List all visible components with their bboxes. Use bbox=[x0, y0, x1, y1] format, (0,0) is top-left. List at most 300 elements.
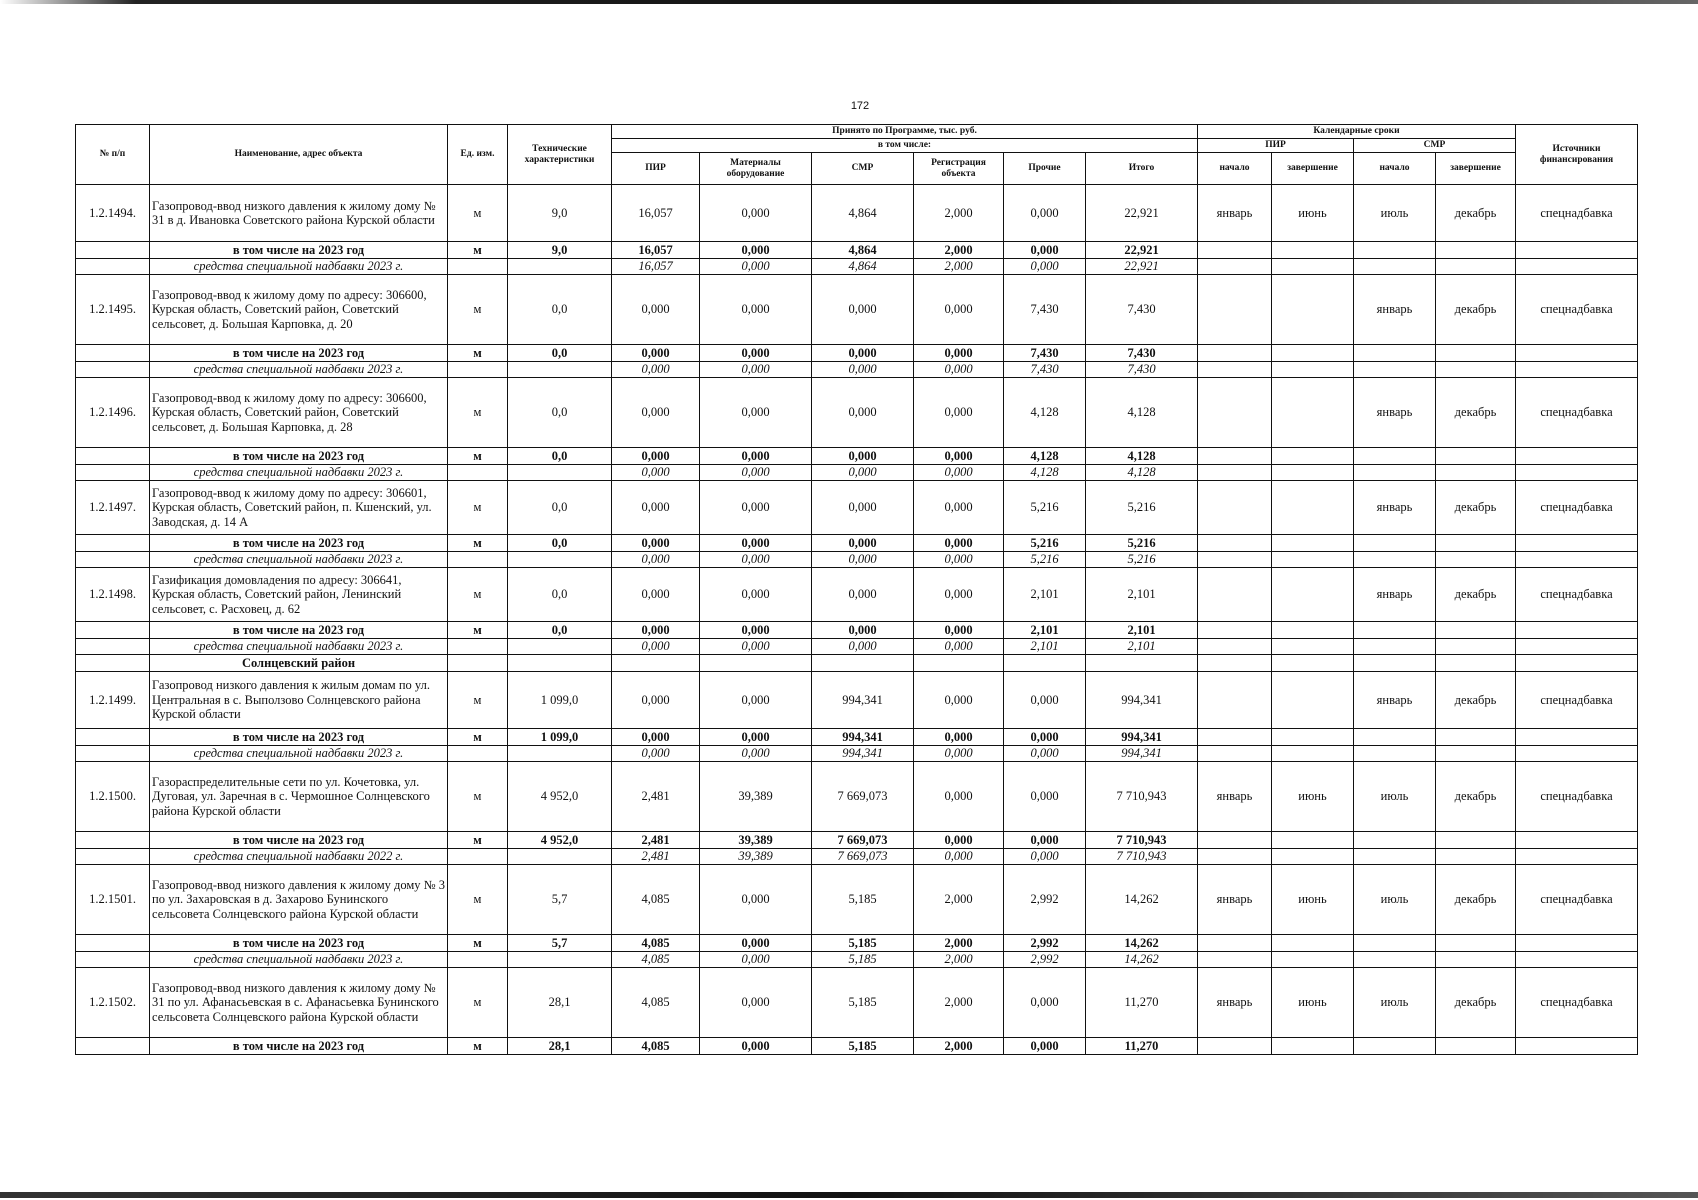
object-name: Газопровод-ввод к жилому дому по адресу: 306601, Курская область, Советский район, п. Кшенский, ул. Заводская, д. 14 А bbox=[150, 481, 448, 535]
pir-cell: 0,000 bbox=[612, 378, 700, 448]
other-cell: 0,000 bbox=[1004, 672, 1086, 729]
unit-cell: м bbox=[448, 448, 508, 465]
tech-cell bbox=[508, 362, 612, 378]
scan-edge-bottom bbox=[0, 1192, 1698, 1198]
total-cell: 7 710,943 bbox=[1086, 762, 1198, 832]
tech-cell: 4 952,0 bbox=[508, 832, 612, 849]
empty-cell bbox=[1516, 259, 1638, 275]
empty-cell bbox=[1354, 729, 1436, 746]
unit-cell bbox=[448, 362, 508, 378]
empty-cell bbox=[1516, 1038, 1638, 1055]
smr-cell: 0,000 bbox=[812, 639, 914, 655]
empty-cell bbox=[1198, 1038, 1272, 1055]
other-cell: 0,000 bbox=[1004, 1038, 1086, 1055]
registration-cell: 2,000 bbox=[914, 1038, 1004, 1055]
registration-cell: 2,000 bbox=[914, 259, 1004, 275]
materials-cell: 0,000 bbox=[700, 935, 812, 952]
total-cell: 14,262 bbox=[1086, 952, 1198, 968]
header-pir-end: завершение bbox=[1272, 153, 1354, 185]
pir-start-cell bbox=[1198, 275, 1272, 345]
smr-cell: 0,000 bbox=[812, 345, 914, 362]
materials-cell: 0,000 bbox=[700, 481, 812, 535]
tech-cell bbox=[508, 552, 612, 568]
header-smr-end: завершение bbox=[1436, 153, 1516, 185]
empty-cell bbox=[1516, 849, 1638, 865]
empty-cell bbox=[1198, 259, 1272, 275]
total-cell: 7 710,943 bbox=[1086, 832, 1198, 849]
empty-cell bbox=[1436, 448, 1516, 465]
funding-source-row bbox=[76, 259, 1638, 275]
empty-cell bbox=[1354, 622, 1436, 639]
smr-cell: 5,185 bbox=[812, 952, 914, 968]
materials-cell: 0,000 bbox=[700, 729, 812, 746]
funding-source-label: средства специальной надбавки 2023 г. bbox=[150, 259, 448, 275]
tech-cell: 5,7 bbox=[508, 935, 612, 952]
row-number bbox=[76, 655, 150, 672]
row-number: 1.2.1494. bbox=[76, 185, 150, 242]
funding-source-row bbox=[76, 849, 1638, 865]
funding-source-cell: спецнадбавка bbox=[1516, 865, 1638, 935]
object-row bbox=[76, 762, 1638, 832]
empty-cell bbox=[914, 655, 1004, 672]
unit-cell: м bbox=[448, 568, 508, 622]
registration-cell: 0,000 bbox=[914, 448, 1004, 465]
funding-source-cell: спецнадбавка bbox=[1516, 378, 1638, 448]
row-number bbox=[76, 746, 150, 762]
smr-cell: 5,185 bbox=[812, 968, 914, 1038]
subtotal-row bbox=[76, 345, 1638, 362]
smr-start-cell: июль bbox=[1354, 185, 1436, 242]
materials-cell: 0,000 bbox=[700, 378, 812, 448]
total-cell: 5,216 bbox=[1086, 535, 1198, 552]
empty-cell bbox=[1272, 535, 1354, 552]
pir-cell: 0,000 bbox=[612, 448, 700, 465]
unit-cell bbox=[448, 465, 508, 481]
funding-source-label: средства специальной надбавки 2023 г. bbox=[150, 552, 448, 568]
object-row bbox=[76, 185, 1638, 242]
row-number bbox=[76, 362, 150, 378]
smr-cell: 0,000 bbox=[812, 481, 914, 535]
smr-start-cell: июль bbox=[1354, 865, 1436, 935]
unit-cell: м bbox=[448, 275, 508, 345]
object-name: Газопровод-ввод к жилому дому по адресу: 306600, Курская область, Советский район, Советский сельсовет, д. Большая Карповка, д. 28 bbox=[150, 378, 448, 448]
registration-cell: 2,000 bbox=[914, 185, 1004, 242]
empty-cell bbox=[1354, 552, 1436, 568]
materials-cell: 0,000 bbox=[700, 345, 812, 362]
unit-cell: м bbox=[448, 968, 508, 1038]
pir-cell: 16,057 bbox=[612, 242, 700, 259]
pir-cell: 0,000 bbox=[612, 729, 700, 746]
empty-cell bbox=[1198, 849, 1272, 865]
total-cell: 22,921 bbox=[1086, 259, 1198, 275]
smr-start-cell: июль bbox=[1354, 762, 1436, 832]
empty-cell bbox=[1272, 448, 1354, 465]
empty-cell bbox=[1198, 729, 1272, 746]
unit-cell: м bbox=[448, 481, 508, 535]
unit-cell bbox=[448, 639, 508, 655]
empty-cell bbox=[1516, 622, 1638, 639]
empty-cell bbox=[812, 655, 914, 672]
empty-cell bbox=[1198, 552, 1272, 568]
empty-cell bbox=[1436, 465, 1516, 481]
registration-cell: 2,000 bbox=[914, 952, 1004, 968]
empty-cell bbox=[1198, 448, 1272, 465]
funding-source-cell: спецнадбавка bbox=[1516, 568, 1638, 622]
total-cell: 4,128 bbox=[1086, 465, 1198, 481]
unit-cell bbox=[448, 849, 508, 865]
pir-cell: 2,481 bbox=[612, 832, 700, 849]
funding-source-label: средства специальной надбавки 2022 г. bbox=[150, 849, 448, 865]
smr-cell: 0,000 bbox=[812, 535, 914, 552]
tech-cell: 0,0 bbox=[508, 275, 612, 345]
pir-cell: 0,000 bbox=[612, 275, 700, 345]
other-cell: 0,000 bbox=[1004, 832, 1086, 849]
page-number: 172 bbox=[850, 100, 870, 112]
tech-cell: 0,0 bbox=[508, 481, 612, 535]
tech-cell: 28,1 bbox=[508, 968, 612, 1038]
pir-cell: 4,085 bbox=[612, 968, 700, 1038]
materials-cell: 0,000 bbox=[700, 275, 812, 345]
other-cell: 2,992 bbox=[1004, 865, 1086, 935]
unit-cell: м bbox=[448, 672, 508, 729]
subtotal-label: в том числе на 2023 год bbox=[150, 345, 448, 362]
empty-cell bbox=[1086, 655, 1198, 672]
object-row bbox=[76, 968, 1638, 1038]
object-name: Газификация домовладения по адресу: 306641, Курская область, Советский район, Ленинский сельсовет, с. Расховец, д. 62 bbox=[150, 568, 448, 622]
header-pir-start: начало bbox=[1198, 153, 1272, 185]
smr-start-cell: июль bbox=[1354, 968, 1436, 1038]
empty-cell bbox=[1516, 552, 1638, 568]
funding-source-cell: спецнадбавка bbox=[1516, 968, 1638, 1038]
pir-cell: 0,000 bbox=[612, 568, 700, 622]
empty-cell bbox=[1516, 655, 1638, 672]
empty-cell bbox=[1436, 259, 1516, 275]
funding-source-row bbox=[76, 746, 1638, 762]
empty-cell bbox=[1198, 655, 1272, 672]
total-cell: 14,262 bbox=[1086, 865, 1198, 935]
row-number bbox=[76, 345, 150, 362]
subtotal-label: в том числе на 2023 год bbox=[150, 535, 448, 552]
pir-cell: 4,085 bbox=[612, 865, 700, 935]
pir-cell: 4,085 bbox=[612, 935, 700, 952]
tech-cell: 0,0 bbox=[508, 378, 612, 448]
registration-cell: 0,000 bbox=[914, 729, 1004, 746]
empty-cell bbox=[1354, 345, 1436, 362]
smr-cell: 0,000 bbox=[812, 448, 914, 465]
header-num: № п/п bbox=[76, 125, 150, 185]
row-number: 1.2.1501. bbox=[76, 865, 150, 935]
empty-cell bbox=[448, 655, 508, 672]
other-cell: 2,992 bbox=[1004, 952, 1086, 968]
object-name: Газораспределительные сети по ул. Кочетовка, ул. Дуговая, ул. Заречная в с. Чермошное Солнцевского района Курской области bbox=[150, 762, 448, 832]
total-cell: 7 710,943 bbox=[1086, 849, 1198, 865]
empty-cell bbox=[1272, 746, 1354, 762]
header-cal-smr: СМР bbox=[1354, 139, 1516, 153]
pir-start-cell: январь bbox=[1198, 865, 1272, 935]
pir-cell: 0,000 bbox=[612, 465, 700, 481]
empty-cell bbox=[1272, 345, 1354, 362]
empty-cell bbox=[1436, 552, 1516, 568]
funding-source-row bbox=[76, 552, 1638, 568]
tech-cell bbox=[508, 639, 612, 655]
funding-source-cell: спецнадбавка bbox=[1516, 762, 1638, 832]
funding-source-label: средства специальной надбавки 2023 г. bbox=[150, 362, 448, 378]
subtotal-label: в том числе на 2023 год bbox=[150, 622, 448, 639]
empty-cell bbox=[1198, 345, 1272, 362]
row-number: 1.2.1495. bbox=[76, 275, 150, 345]
header-unit: Ед. изм. bbox=[448, 125, 508, 185]
empty-cell bbox=[1354, 242, 1436, 259]
header-name: Наименование, адрес объекта bbox=[150, 125, 448, 185]
unit-cell bbox=[448, 746, 508, 762]
row-number: 1.2.1500. bbox=[76, 762, 150, 832]
empty-cell bbox=[1198, 935, 1272, 952]
pir-cell: 0,000 bbox=[612, 622, 700, 639]
materials-cell: 0,000 bbox=[700, 968, 812, 1038]
funding-source-label: средства специальной надбавки 2023 г. bbox=[150, 465, 448, 481]
pir-cell: 0,000 bbox=[612, 535, 700, 552]
object-name: Газопровод-ввод низкого давления к жилому дому № 31 по ул. Афанасьевская в с. Афанасьевка Бунинского сельсовета Солнцевского района Курской области bbox=[150, 968, 448, 1038]
empty-cell bbox=[1436, 935, 1516, 952]
empty-cell bbox=[1272, 832, 1354, 849]
header-calendar: Календарные сроки bbox=[1198, 125, 1516, 139]
tech-cell: 9,0 bbox=[508, 242, 612, 259]
empty-cell bbox=[1354, 362, 1436, 378]
tech-cell bbox=[508, 849, 612, 865]
empty-cell bbox=[1436, 535, 1516, 552]
pir-end-cell: июнь bbox=[1272, 865, 1354, 935]
subtotal-label: в том числе на 2023 год bbox=[150, 242, 448, 259]
subtotal-row bbox=[76, 729, 1638, 746]
empty-cell bbox=[1272, 849, 1354, 865]
materials-cell: 0,000 bbox=[700, 639, 812, 655]
budget-table bbox=[75, 124, 1638, 1055]
budget-table-sheet bbox=[75, 124, 1638, 1055]
subtotal-label: в том числе на 2023 год bbox=[150, 1038, 448, 1055]
row-number bbox=[76, 952, 150, 968]
unit-cell bbox=[448, 259, 508, 275]
empty-cell bbox=[1272, 622, 1354, 639]
empty-cell bbox=[1272, 259, 1354, 275]
total-cell: 22,921 bbox=[1086, 242, 1198, 259]
row-number bbox=[76, 552, 150, 568]
empty-cell bbox=[700, 655, 812, 672]
empty-cell bbox=[1516, 465, 1638, 481]
object-row bbox=[76, 568, 1638, 622]
total-cell: 5,216 bbox=[1086, 481, 1198, 535]
pir-cell: 0,000 bbox=[612, 345, 700, 362]
subtotal-row bbox=[76, 535, 1638, 552]
registration-cell: 0,000 bbox=[914, 362, 1004, 378]
registration-cell: 0,000 bbox=[914, 378, 1004, 448]
empty-cell bbox=[1436, 1038, 1516, 1055]
pir-start-cell: январь bbox=[1198, 185, 1272, 242]
smr-cell: 0,000 bbox=[812, 465, 914, 481]
unit-cell: м bbox=[448, 865, 508, 935]
empty-cell bbox=[1436, 746, 1516, 762]
empty-cell bbox=[1198, 952, 1272, 968]
tech-cell: 0,0 bbox=[508, 535, 612, 552]
smr-cell: 0,000 bbox=[812, 552, 914, 568]
header-sources: Источники финансирования bbox=[1516, 125, 1638, 185]
registration-cell: 0,000 bbox=[914, 672, 1004, 729]
tech-cell: 9,0 bbox=[508, 185, 612, 242]
materials-cell: 0,000 bbox=[700, 362, 812, 378]
other-cell: 2,101 bbox=[1004, 568, 1086, 622]
empty-cell bbox=[1354, 535, 1436, 552]
subtotal-label: в том числе на 2023 год bbox=[150, 935, 448, 952]
empty-cell bbox=[1516, 345, 1638, 362]
row-number bbox=[76, 622, 150, 639]
registration-cell: 0,000 bbox=[914, 481, 1004, 535]
empty-cell bbox=[1516, 832, 1638, 849]
empty-cell bbox=[1198, 465, 1272, 481]
funding-source-row bbox=[76, 465, 1638, 481]
row-number: 1.2.1499. bbox=[76, 672, 150, 729]
header-smr: СМР bbox=[812, 153, 914, 185]
smr-cell: 5,185 bbox=[812, 935, 914, 952]
smr-cell: 0,000 bbox=[812, 378, 914, 448]
total-cell: 11,270 bbox=[1086, 968, 1198, 1038]
pir-cell: 0,000 bbox=[612, 672, 700, 729]
table-body bbox=[76, 185, 1638, 1055]
other-cell: 7,430 bbox=[1004, 345, 1086, 362]
table-header bbox=[76, 125, 1638, 185]
empty-cell bbox=[1272, 552, 1354, 568]
other-cell: 2,101 bbox=[1004, 639, 1086, 655]
materials-cell: 0,000 bbox=[700, 185, 812, 242]
pir-cell: 0,000 bbox=[612, 481, 700, 535]
row-number bbox=[76, 242, 150, 259]
pir-start-cell: январь bbox=[1198, 762, 1272, 832]
empty-cell bbox=[1516, 242, 1638, 259]
tech-cell bbox=[508, 952, 612, 968]
smr-cell: 7 669,073 bbox=[812, 762, 914, 832]
pir-end-cell bbox=[1272, 481, 1354, 535]
registration-cell: 0,000 bbox=[914, 746, 1004, 762]
pir-cell: 16,057 bbox=[612, 185, 700, 242]
materials-cell: 39,389 bbox=[700, 762, 812, 832]
smr-end-cell: декабрь bbox=[1436, 275, 1516, 345]
empty-cell bbox=[1272, 952, 1354, 968]
funding-source-row bbox=[76, 362, 1638, 378]
empty-cell bbox=[1436, 952, 1516, 968]
registration-cell: 0,000 bbox=[914, 639, 1004, 655]
subtotal-label: в том числе на 2023 год bbox=[150, 832, 448, 849]
empty-cell bbox=[1354, 259, 1436, 275]
registration-cell: 0,000 bbox=[914, 762, 1004, 832]
total-cell: 994,341 bbox=[1086, 746, 1198, 762]
header-registration: Регистрация объекта bbox=[914, 153, 1004, 185]
empty-cell bbox=[1272, 935, 1354, 952]
smr-end-cell: декабрь bbox=[1436, 481, 1516, 535]
materials-cell: 0,000 bbox=[700, 672, 812, 729]
pir-cell: 0,000 bbox=[612, 639, 700, 655]
pir-start-cell bbox=[1198, 378, 1272, 448]
empty-cell bbox=[1354, 465, 1436, 481]
tech-cell: 0,0 bbox=[508, 448, 612, 465]
object-name: Газопровод-ввод к жилому дому по адресу: 306600, Курская область, Советский район, Советский сельсовет, д. Большая Карповка, д. 20 bbox=[150, 275, 448, 345]
registration-cell: 0,000 bbox=[914, 275, 1004, 345]
materials-cell: 0,000 bbox=[700, 552, 812, 568]
object-row bbox=[76, 378, 1638, 448]
materials-cell: 0,000 bbox=[700, 622, 812, 639]
tech-cell: 1 099,0 bbox=[508, 672, 612, 729]
object-row bbox=[76, 481, 1638, 535]
empty-cell bbox=[1436, 729, 1516, 746]
registration-cell: 0,000 bbox=[914, 552, 1004, 568]
unit-cell: м bbox=[448, 345, 508, 362]
pir-cell: 0,000 bbox=[612, 746, 700, 762]
total-cell: 994,341 bbox=[1086, 729, 1198, 746]
empty-cell bbox=[1354, 952, 1436, 968]
materials-cell: 0,000 bbox=[700, 746, 812, 762]
funding-source-label: средства специальной надбавки 2023 г. bbox=[150, 639, 448, 655]
other-cell: 0,000 bbox=[1004, 849, 1086, 865]
pir-end-cell bbox=[1272, 275, 1354, 345]
empty-cell bbox=[1516, 952, 1638, 968]
funding-source-cell: спецнадбавка bbox=[1516, 275, 1638, 345]
empty-cell bbox=[1272, 1038, 1354, 1055]
registration-cell: 2,000 bbox=[914, 968, 1004, 1038]
empty-cell bbox=[1198, 242, 1272, 259]
pir-cell: 2,481 bbox=[612, 762, 700, 832]
subtotal-row bbox=[76, 242, 1638, 259]
row-number: 1.2.1502. bbox=[76, 968, 150, 1038]
materials-cell: 0,000 bbox=[700, 242, 812, 259]
empty-cell bbox=[1198, 832, 1272, 849]
funding-source-cell: спецнадбавка bbox=[1516, 672, 1638, 729]
other-cell: 4,128 bbox=[1004, 378, 1086, 448]
smr-end-cell: декабрь bbox=[1436, 762, 1516, 832]
funding-source-row bbox=[76, 639, 1638, 655]
empty-cell bbox=[1354, 849, 1436, 865]
empty-cell bbox=[612, 655, 700, 672]
tech-cell: 1 099,0 bbox=[508, 729, 612, 746]
pir-end-cell bbox=[1272, 568, 1354, 622]
empty-cell bbox=[1198, 639, 1272, 655]
smr-end-cell: декабрь bbox=[1436, 568, 1516, 622]
subtotal-label: в том числе на 2023 год bbox=[150, 729, 448, 746]
empty-cell bbox=[1198, 362, 1272, 378]
empty-cell bbox=[1272, 465, 1354, 481]
registration-cell: 0,000 bbox=[914, 832, 1004, 849]
registration-cell: 2,000 bbox=[914, 865, 1004, 935]
row-number: 1.2.1497. bbox=[76, 481, 150, 535]
empty-cell bbox=[508, 655, 612, 672]
other-cell: 2,992 bbox=[1004, 935, 1086, 952]
total-cell: 11,270 bbox=[1086, 1038, 1198, 1055]
materials-cell: 0,000 bbox=[700, 448, 812, 465]
registration-cell: 2,000 bbox=[914, 242, 1004, 259]
empty-cell bbox=[1436, 655, 1516, 672]
smr-cell: 0,000 bbox=[812, 568, 914, 622]
object-row bbox=[76, 275, 1638, 345]
other-cell: 5,216 bbox=[1004, 552, 1086, 568]
header-tech: Технические характеристики bbox=[508, 125, 612, 185]
smr-end-cell: декабрь bbox=[1436, 968, 1516, 1038]
empty-cell bbox=[1272, 362, 1354, 378]
empty-cell bbox=[1198, 535, 1272, 552]
row-number bbox=[76, 448, 150, 465]
registration-cell: 0,000 bbox=[914, 465, 1004, 481]
empty-cell bbox=[1198, 746, 1272, 762]
pir-end-cell bbox=[1272, 378, 1354, 448]
empty-cell bbox=[1436, 242, 1516, 259]
empty-cell bbox=[1004, 655, 1086, 672]
registration-cell: 0,000 bbox=[914, 622, 1004, 639]
smr-cell: 4,864 bbox=[812, 185, 914, 242]
